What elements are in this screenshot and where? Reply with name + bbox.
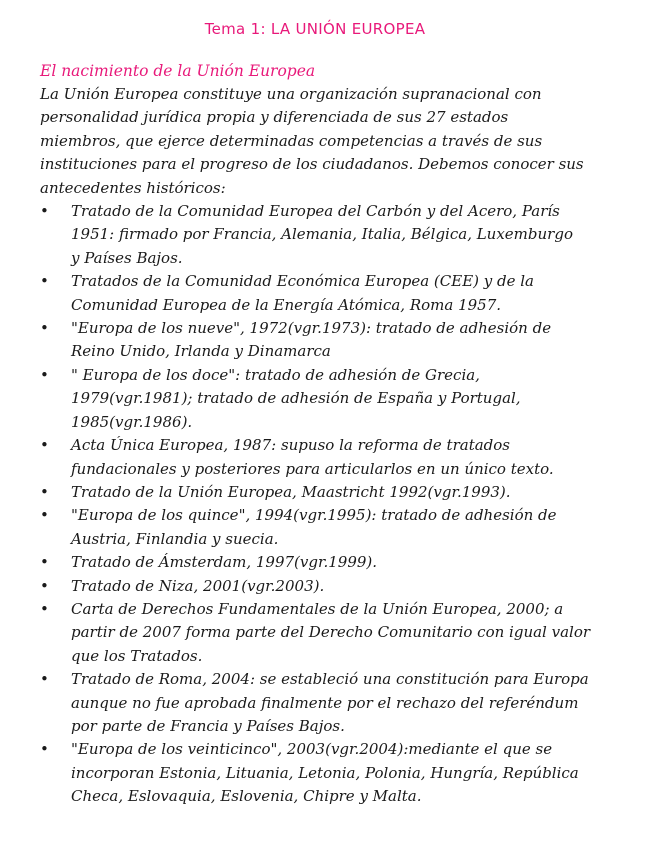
list-item [40, 575, 630, 598]
list-item-line: Tratados de la Comunidad Económica Europea (CEE) y de la [71, 272, 534, 291]
list-item-line: y Países Bajos. [71, 248, 183, 267]
bullet-icon: • [40, 553, 49, 572]
list-item-line: Reino Unido, Irlanda y Dinamarca [71, 342, 331, 361]
bullet-icon: • [40, 482, 49, 501]
list-item-line: Tratado de la Comunidad Europea del Carbón y del Acero, París [71, 202, 560, 221]
list-item-line: incorporan Estonia, Lituania, Letonia, Polonia, Hungría, República [71, 763, 579, 782]
list-item-line: " Europa de los doce": tratado de adhesión de Grecia, [71, 365, 480, 384]
list-item-line: "Europa de los nueve", 1972(vgr.1973): tratado de adhesión de [71, 319, 552, 338]
bullet-icon: • [40, 319, 49, 338]
list-item-line: Carta de Derechos Fundamentales de la Unión Europea, 2000; a [71, 599, 564, 618]
bullet-icon: • [40, 365, 49, 384]
intro-line: antecedentes históricos: [40, 178, 226, 197]
list-item-line: 1951: firmado por Francia, Alemania, Italia, Bélgica, Luxemburgo [71, 225, 573, 244]
list-item [40, 200, 630, 270]
list-item-line: Acta Única Europea, 1987: supuso la reforma de tratados [71, 436, 510, 455]
list-item-line: "Europa de los quince", 1994(vgr.1995): tratado de adhesión de [71, 506, 557, 525]
list-item-line: "Europa de los veinticinco", 2003(vgr.2004):mediante el que se [71, 740, 553, 759]
bullet-icon: • [40, 740, 49, 759]
list-item-line: Tratado de la Unión Europea, Maastricht 1992(vgr.1993). [71, 482, 511, 501]
list-item-line: Comunidad Europea de la Energía Atómica, Roma 1957. [71, 295, 502, 314]
page-title: Tema 1: LA UNIÓN EUROPEA [204, 20, 426, 38]
bullet-icon: • [40, 576, 49, 595]
list-item [40, 481, 630, 504]
list-item [40, 598, 630, 668]
list-item-line: 1985(vgr.1986). [71, 412, 193, 431]
list-item-line: Austria, Finlandia y suecia. [71, 529, 279, 548]
intro-paragraph [40, 83, 630, 200]
list-item-line: 1979(vgr.1981); tratado de adhesión de España y Portugal, [71, 389, 521, 408]
intro-line: personalidad jurídica propia y diferenciada de sus 27 estados [40, 108, 509, 127]
list-item-line: Tratado de Niza, 2001(vgr.2003). [71, 576, 325, 595]
list-item-line: que los Tratados. [71, 646, 203, 665]
list-item-line: Checa, Eslovaquia, Eslovenia, Chipre y Malta. [71, 787, 422, 806]
list-item-line: partir de 2007 forma parte del Derecho Comunitario con igual valor [71, 623, 591, 642]
list-item [40, 434, 630, 481]
intro-line: instituciones para el progreso de los ciudadanos. Debemos conocer sus [40, 155, 584, 174]
bullet-icon: • [40, 202, 49, 221]
bullet-icon: • [40, 436, 49, 455]
list-item [40, 270, 630, 317]
bullet-icon: • [40, 272, 49, 291]
list-item [40, 668, 630, 738]
bullet-icon: • [40, 506, 49, 525]
list-item [40, 364, 630, 434]
list-item-line: Tratado de Ámsterdam, 1997(vgr.1999). [71, 553, 378, 572]
section-heading: El nacimiento de la Unión Europea [40, 62, 316, 80]
list-item-line: fundacionales y posteriores para articularlos en un único texto. [71, 459, 554, 478]
list-item-line: por parte de Francia y Países Bajos. [71, 716, 345, 735]
list-item [40, 551, 630, 574]
treaty-list [40, 200, 630, 809]
intro-line: miembros, que ejerce determinadas competencias a través de sus [40, 131, 543, 150]
list-item [40, 317, 630, 364]
list-item-line: aunque no fue aprobada finalmente por el rechazo del referéndum [71, 693, 579, 712]
document-content [40, 60, 630, 809]
list-item-line: Tratado de Roma, 2004: se estableció una constitución para Europa [71, 670, 589, 689]
bullet-icon: • [40, 599, 49, 618]
list-item [40, 738, 630, 808]
intro-line: La Unión Europea constituye una organización supranacional con [40, 85, 542, 103]
bullet-icon: • [40, 670, 49, 689]
list-item [40, 504, 630, 551]
